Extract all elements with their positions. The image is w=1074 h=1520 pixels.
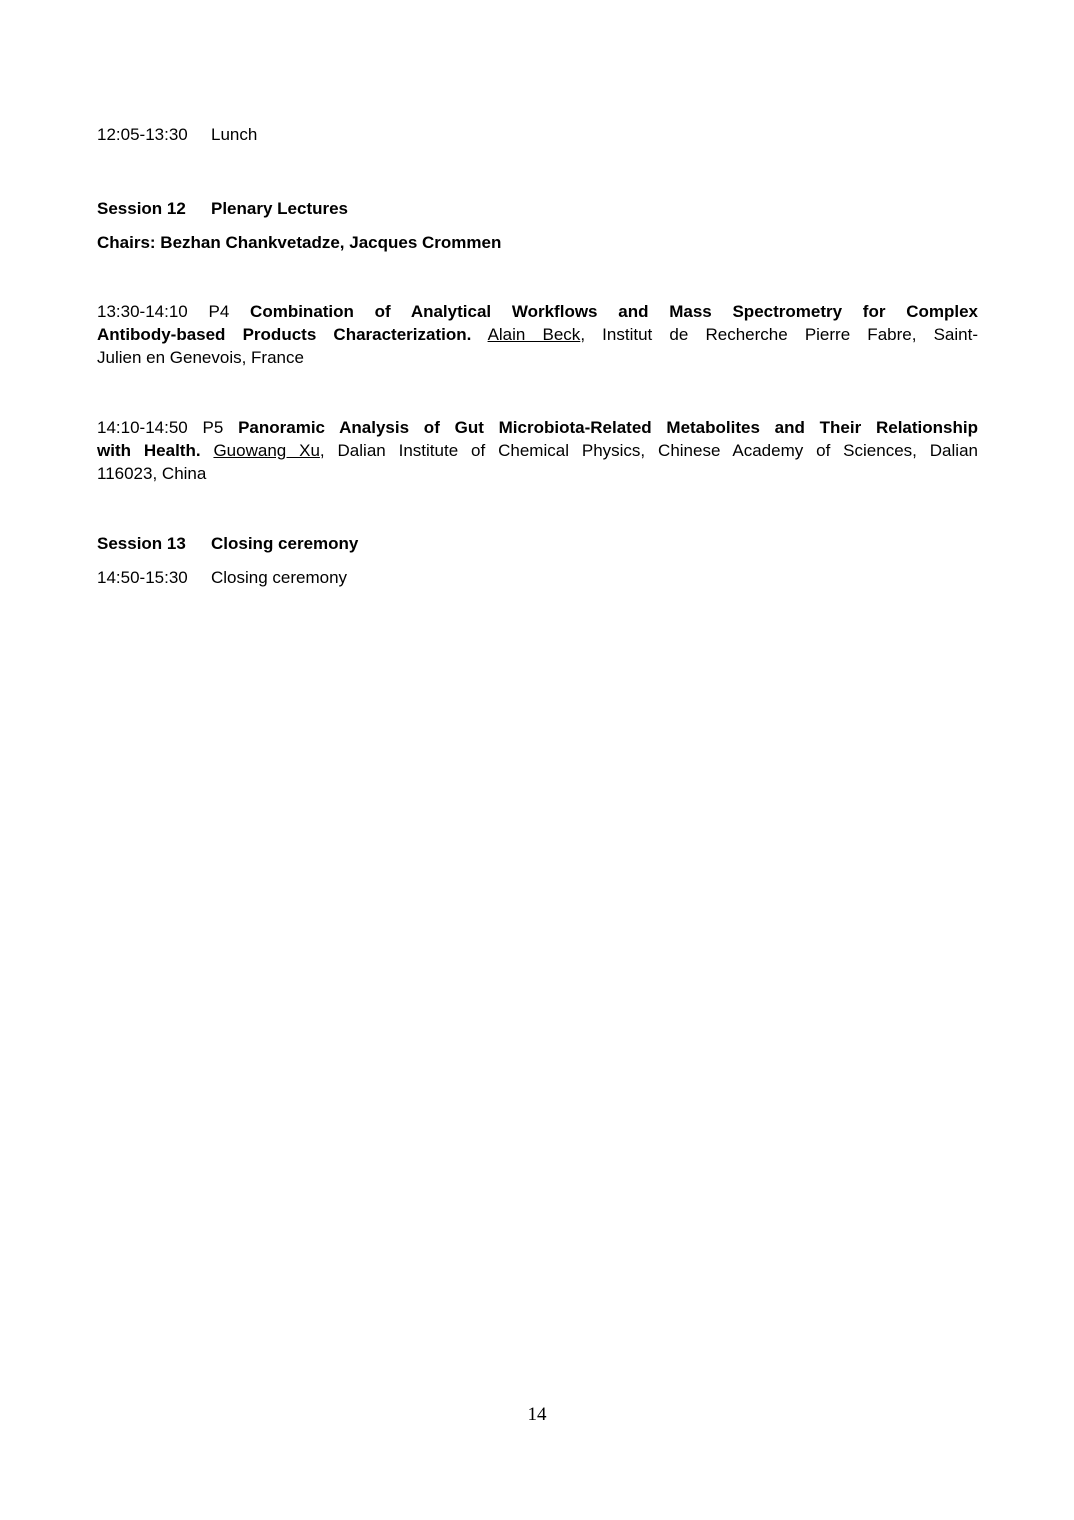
talk-p4-title-part1: Combination of Analytical Workflows and Mass Spectrometry for Complex bbox=[250, 302, 978, 321]
talk-p4-affiliation-part2: Julien en Genevois, France bbox=[97, 348, 304, 367]
talk-p5 bbox=[97, 416, 978, 485]
talk-p4-line2 bbox=[97, 323, 978, 346]
talk-p4-speaker: Alain Beck bbox=[487, 325, 581, 344]
closing-ceremony-row bbox=[97, 566, 978, 589]
talk-p4-line1 bbox=[97, 300, 978, 323]
talk-p5-line2 bbox=[97, 439, 978, 462]
talk-p4-code: P4 bbox=[208, 302, 230, 321]
session-13-title: Closing ceremony bbox=[211, 534, 359, 553]
lunch-label: Lunch bbox=[211, 125, 258, 144]
closing-time: 14:50-15:30 bbox=[97, 568, 188, 587]
page-number: 14 bbox=[527, 1404, 547, 1425]
talk-p4 bbox=[97, 300, 978, 369]
talk-p4-title-part2: Antibody-based Products Characterization. bbox=[97, 325, 472, 344]
talk-p5-line1 bbox=[97, 416, 978, 439]
talk-p5-speaker: Guowang Xu bbox=[213, 441, 320, 460]
session-13-heading bbox=[97, 532, 978, 555]
session-13-label: Session 13 bbox=[97, 534, 186, 553]
talk-p5-code: P5 bbox=[202, 418, 224, 437]
session-12-chairs: Chairs: Bezhan Chankvetadze, Jacques Crommen bbox=[97, 233, 502, 252]
talk-p5-title-part1: Panoramic Analysis of Gut Microbiota-Related Metabolites and Their Relationship bbox=[238, 418, 978, 437]
talk-p5-title-part2: with Health. bbox=[97, 441, 201, 460]
lunch-row bbox=[97, 123, 978, 146]
lunch-time: 12:05-13:30 bbox=[97, 125, 188, 144]
talk-p4-time: 13:30-14:10 bbox=[97, 302, 188, 321]
talk-p5-time: 14:10-14:50 bbox=[97, 418, 188, 437]
closing-label: Closing ceremony bbox=[211, 568, 348, 587]
session-12-label: Session 12 bbox=[97, 199, 186, 218]
talk-p5-affiliation-part1: , Dalian Institute of Chemical Physics, Chinese Academy of Sciences, Dalian bbox=[319, 441, 978, 460]
talk-p4-affiliation-part1: , Institut de Recherche Pierre Fabre, Saint- bbox=[580, 325, 978, 344]
session-12-heading bbox=[97, 197, 978, 220]
session-12-title: Plenary Lectures bbox=[211, 199, 349, 218]
talk-p5-affiliation-part2: 116023, China bbox=[97, 464, 207, 483]
